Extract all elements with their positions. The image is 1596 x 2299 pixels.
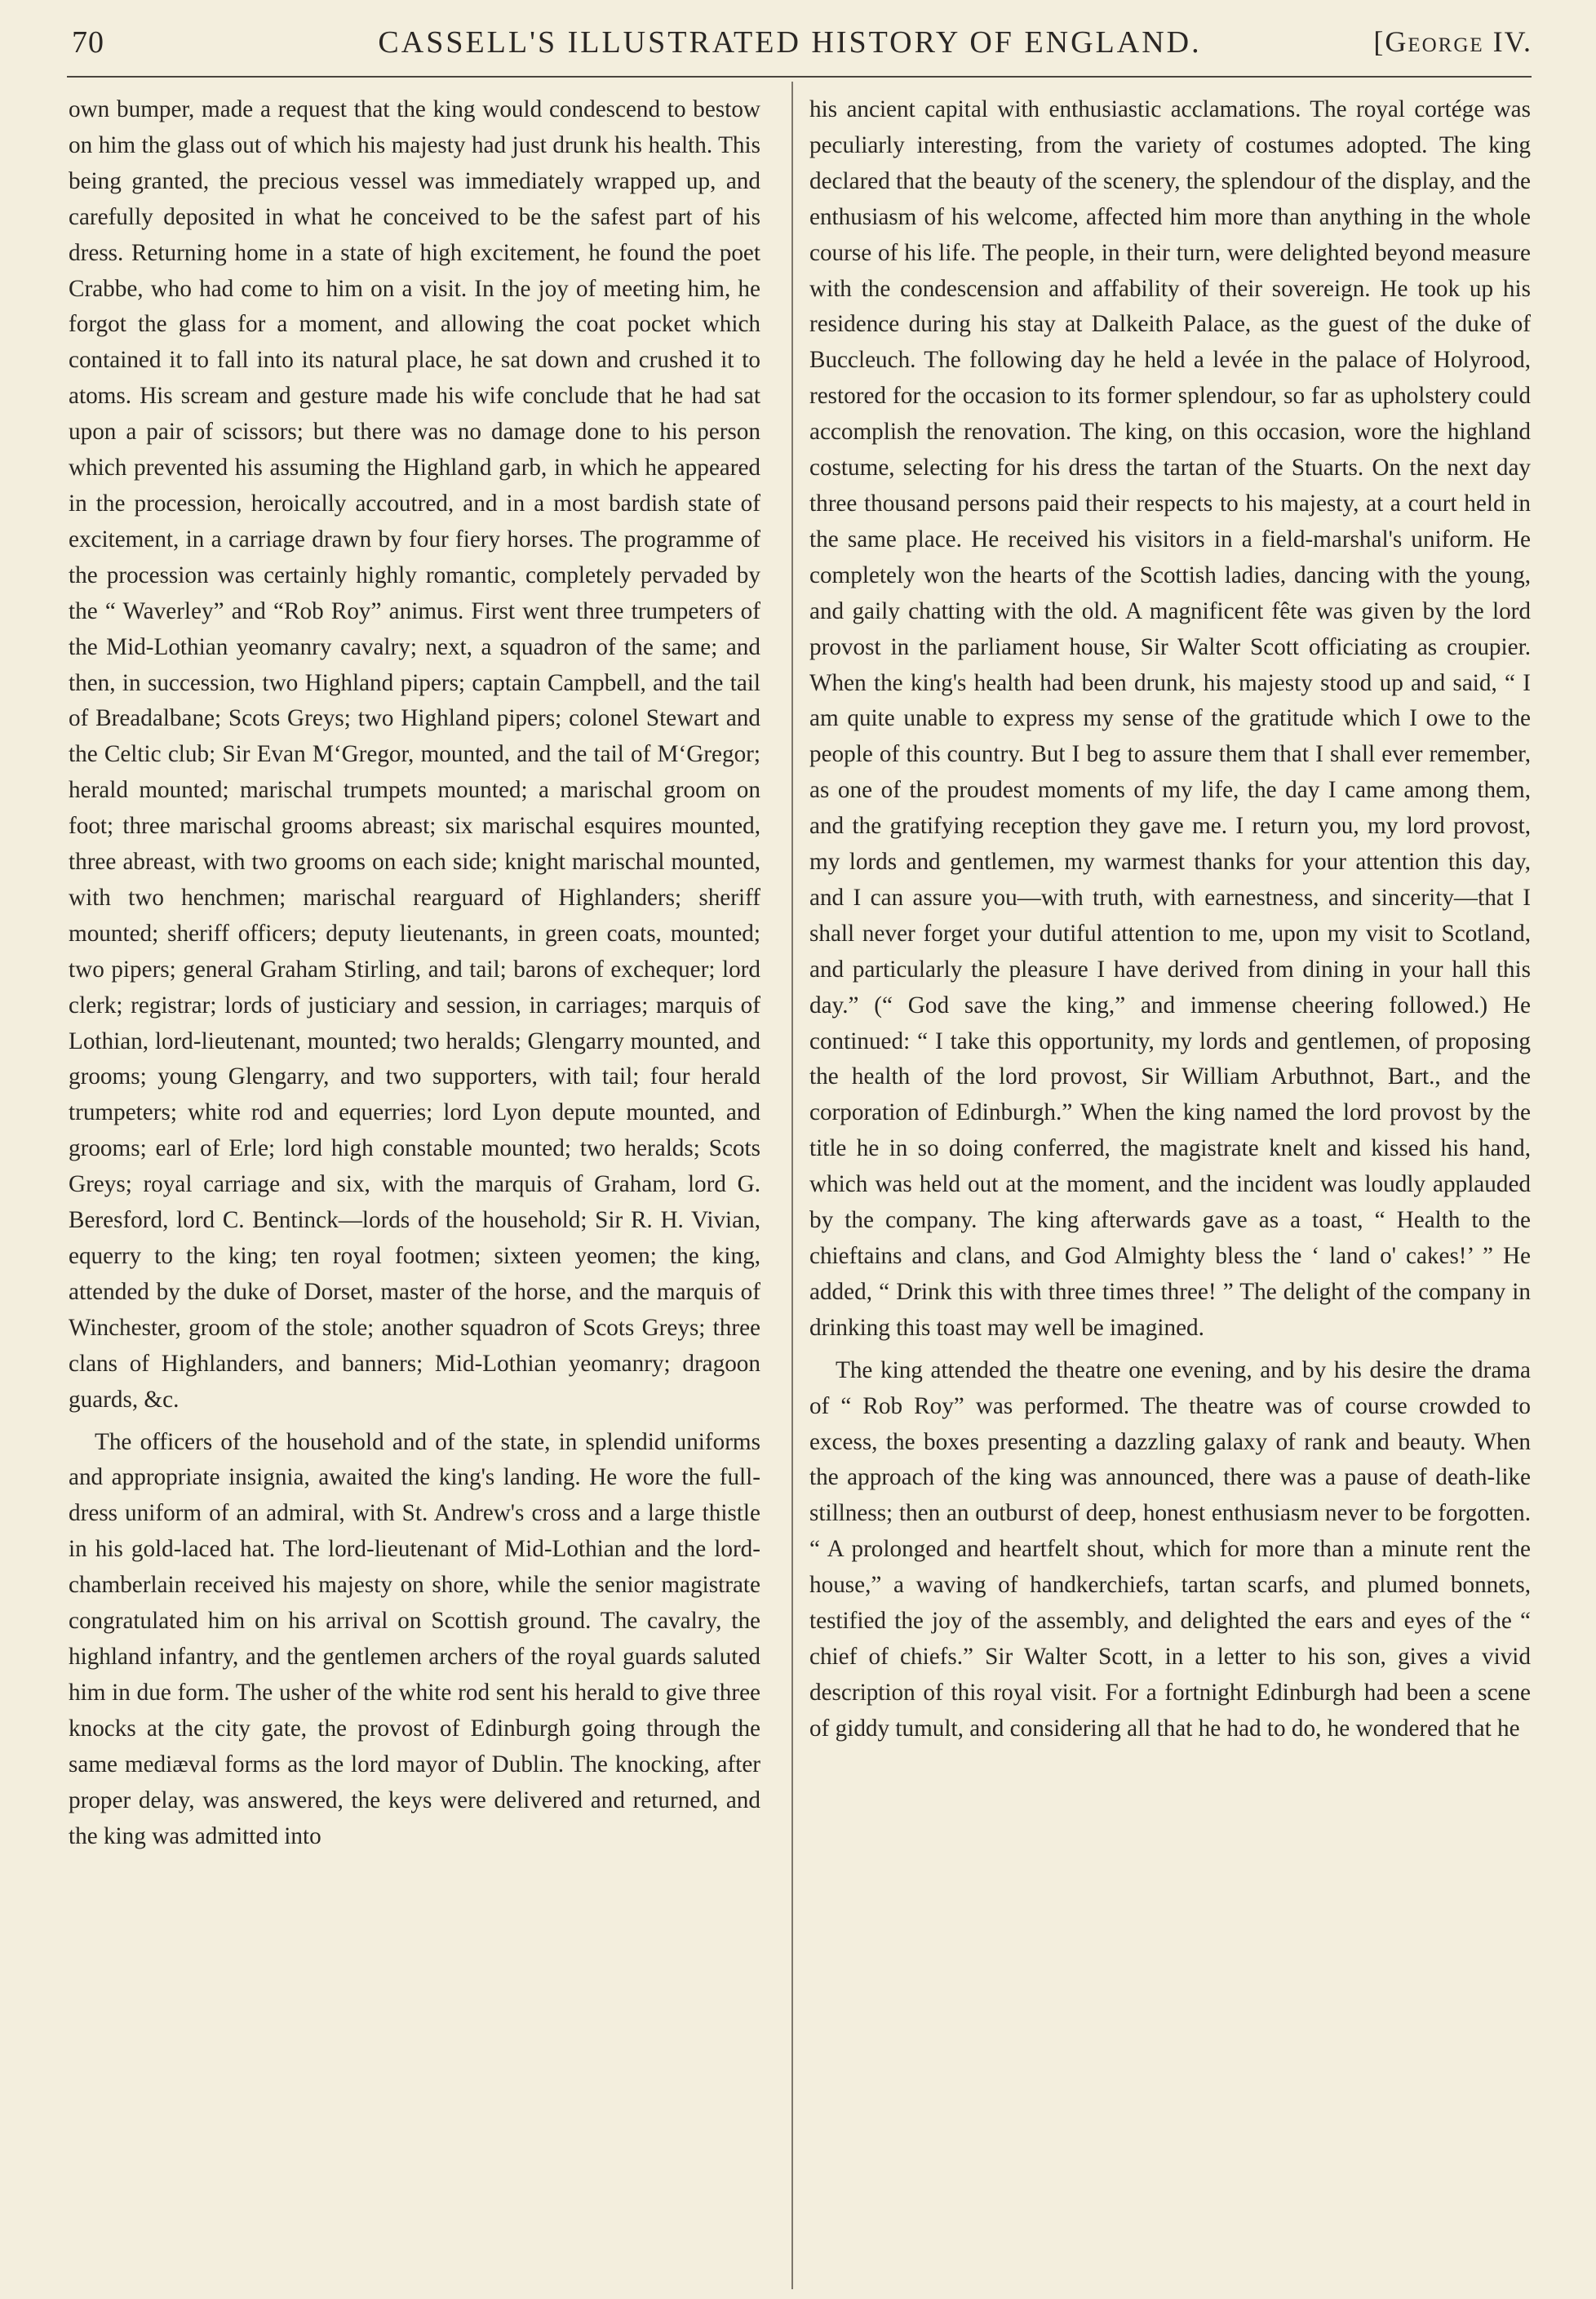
running-head — [72, 24, 1532, 73]
paragraph: his ancient capital with enthusiastic acclamations. The royal cortége was peculiarly interesting, from the variety of costumes adopted. The king declared that the beauty of the scenery, the splendour of the display, and the enthusiasm of his welcome, affected him more than anything in the whole course of his life. The people, in their turn, were delighted beyond measure with the condescension and affability of their sovereign. He took up his residence during his stay at Dalkeith Palace, as the guest of the duke of Buccleuch. The following day he held a levée in the palace of Holyrood, restored for the occasion to its former splendour, so far as upholstery could accomplish the renovation. The king, on this occasion, wore the highland costume, selecting for his dress the tartan of the Stuarts. On the next day three thousand persons paid their respects to his majesty, at a court held in the same place. He received his visitors in a field-marshal's uniform. He completely won the hearts of the Scottish ladies, dancing with the young, and gaily chatting with the old. A magnificent fête was given by the lord provost in the parliament house, Sir Walter Scott officiating as croupier. When the king's health had been drunk, his majesty stood up and said, “ I am quite unable to express my sense of the gratitude which I owe to the people of this country. But I beg to assure them that I shall ever remember, as one of the proudest moments of my life, the day I came among them, and the gratifying reception they gave me. I return you, my lord provost, my lords and gentlemen, my warmest thanks for your attention this day, and I can assure you—with truth, with earnestness, and sincerity—that I shall never forget your dutiful attention to me, upon my visit to Scotland, and particularly the pleasure I have derived from dining in your hall this day.” (“ God save the king,” and immense cheering followed.) He continued: “ I take this opportunity, my lords and gentlemen, of proposing the health of the lord provost, Sir William Arbuthnot, Bart., and the corporation of Edinburgh.” When the king named the lord provost by the title he in so doing conferred, the magistrate knelt and kissed his hand, which was held out at the moment, and the incident was loudly applauded by the company. The king afterwards gave as a toast, “ Health to the chieftains and clans, and God Almighty bless the ‘ land o' cakes!’ ” He added, “ Drink this with three times three! ” The delight of the company in drinking this toast may well be imagined. — [809, 96, 1531, 1341]
header-rule — [67, 76, 1532, 78]
paragraph: own bumper, made a request that the king would condescend to bestow on him the glass out of which his majesty had just drunk his health. This being granted, the precious vessel was immediately wrapped up, and carefully deposited in what he conceived to be the safest part of his dress. Returning home in a state of high excitement, he found the poet Crabbe, who had come to him on a visit. In the joy of meeting him, he forgot the glass for a moment, and allowing the coat pocket which contained it to fall into its natural place, he sat down and crushed it to atoms. His scream and gesture made his wife conclude that he had sat upon a pair of scissors; but there was no damage done to his person which prevented his assuming the Highland garb, in which he appeared in the procession, heroically accoutred, and in a most bardish state of excitement, in a carriage drawn by four fiery horses. The programme of the procession was certainly highly romantic, completely pervaded by the “ Waverley” and “Rob Roy” animus. First went three trumpeters of the Mid-Lothian yeomanry cavalry; next, a squadron of the same; and then, in succession, two Highland pipers; captain Campbell, and the tail of Breadalbane; Scots Greys; two Highland pipers; colonel Stewart and the Celtic club; Sir Evan M‘Gregor, mounted, and the tail of M‘Gregor; herald mounted; marischal trumpets mounted; a marischal groom on foot; three marischal grooms abreast; six marischal esquires mounted, three abreast, with two grooms on each side; knight marischal mounted, with two henchmen; marischal rearguard of Highlanders; sheriff mounted; sheriff officers; deputy lieutenants, in green coats, mounted; two pipers; general Graham Stirling, and tail; barons of exchequer; lord clerk; registrar; lords of justiciary and session, in carriages; marquis of Lothian, lord-lieutenant, mounted; two heralds; Glengarry mounted, and grooms; young Glengarry, and two supporters, with tail; four herald trumpeters; white rod and equerries; lord Lyon depute mounted, and grooms; earl of Erle; lord high constable mounted; two heralds; Scots Greys; royal carriage and six, with the marquis of Graham, lord G. Beresford, lord C. Bentinck—lords of the household; Sir R. H. Vivian, equerry to the king; ten royal footmen; sixteen yeomen; the king, attended by the duke of Dorset, master of the horse, and the marquis of Winchester, groom of the stole; another squadron of Scots Greys; three clans of Highlanders, and banners; Mid-Lothian yeomanry; dragoon guards, &c. — [69, 96, 760, 1413]
book-title: CASSELL'S ILLUSTRATED HISTORY OF ENGLAND. — [378, 25, 1202, 60]
page-number: 70 — [72, 25, 104, 60]
right-column — [809, 92, 1531, 1747]
left-column — [69, 92, 760, 1854]
paragraph: The officers of the household and of the state, in splendid uniforms and appropriate insignia, awaited the king's landing. He wore the full-dress uniform of an admiral, with St. Andrew's cross and a large thistle in his gold-laced hat. The lord-lieutenant of Mid-Lothian and the lord-chamberlain received his majesty on shore, while the senior magistrate congratulated him on his arrival on Scottish ground. The cavalry, the highland infantry, and the gentlemen archers of the royal guards saluted him in due form. The usher of the white rod sent his herald to give three knocks at the city gate, the provost of Edinburgh going through the same mediæval forms as the lord mayor of Dublin. The knocking, after proper delay, was answered, the keys were delivered and returned, and the king was admitted into — [69, 1428, 760, 1849]
paragraph: The king attended the theatre one evening, and by his desire the drama of “ Rob Roy” was performed. The theatre was of course crowded to excess, the boxes presenting a dazzling galaxy of rank and beauty. When the approach of the king was announced, there was a pause of death-like stillness; then an outburst of deep, honest enthusiasm never to be forgotten. “ A prolonged and heartfelt shout, which for more than a minute rent the house,” a waving of handkerchiefs, tartan scarfs, and plumed bonnets, testified the joy of the assembly, and delighted the ears and eyes of the “ chief of chiefs.” Sir Walter Scott, in a letter to his son, gives a vivid description of this royal visit. For a fortnight Edinburgh had been a scene of giddy tumult, and considering all that he had to do, he wondered that he — [809, 1356, 1531, 1742]
column-divider — [791, 82, 793, 2289]
section-label: [George IV. — [1373, 25, 1532, 58]
